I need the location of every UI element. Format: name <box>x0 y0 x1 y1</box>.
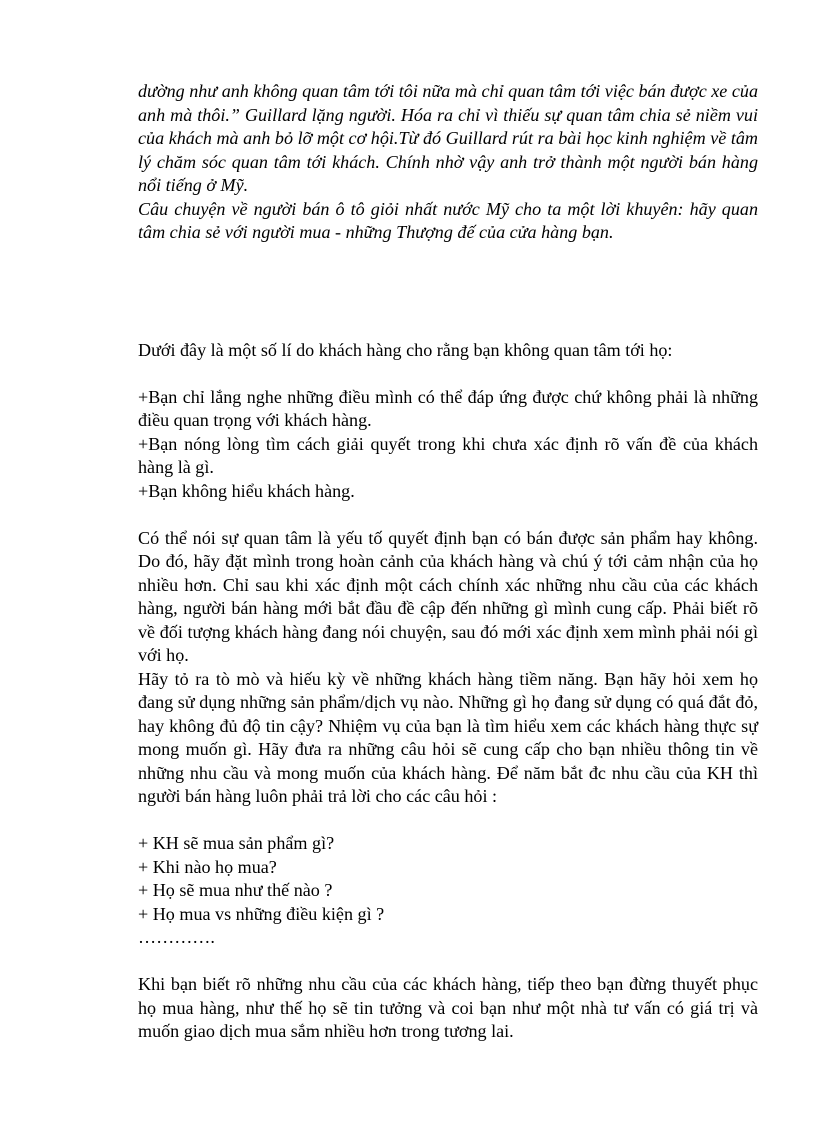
reasons-intro: Dưới đây là một số lí do khách hàng cho rằng bạn không quan tâm tới họ: <box>138 339 673 360</box>
story-moral-paragraph: Câu chuyện về người bán ô tô giỏi nhất nước Mỹ cho ta một lời khuyên: hãy quan tâm chia sẻ với người mua - những Thượng đế của cửa hàng bạn. <box>138 198 758 242</box>
spacer <box>138 503 758 527</box>
section-spacer <box>138 245 758 339</box>
spacer <box>138 809 758 833</box>
reason-item: +Bạn chỉ lắng nghe những điều mình có thể đáp ứng được chứ không phải là những điều quan trọng với khách hàng. <box>138 386 758 430</box>
question-item: + Họ mua vs những điều kiện gì ? <box>138 903 385 924</box>
question-item: + Họ sẽ mua như thế nào ? <box>138 880 333 900</box>
reason-item: +Bạn không hiểu khách hàng. <box>138 480 355 501</box>
document-page <box>138 80 758 1044</box>
conclusion-paragraph: Khi bạn biết rõ những nhu cầu của các khách hàng, tiếp theo bạn đừng thuyết phục họ mua hàng, như thế họ sẽ tin tưởng và coi bạn như một nhà tư vấn có giá trị và muốn giao dịch mua sắm nhiều hơn trong tương lai. <box>138 974 758 1041</box>
question-item: + KH sẽ mua sản phẩm gì? <box>138 833 335 853</box>
body-paragraph: Hãy tỏ ra tò mò và hiếu kỳ về những khách hàng tiềm năng. Bạn hãy hỏi xem họ đang sử dụng những sản phẩm/dịch vụ nào. Những gì họ đang sử dụng có quá đắt đỏ, hay không đủ độ tin cậy? Nhiệm vụ của bạn là tìm hiểu xem các khách hàng thực sự mong muốn gì. Hãy đưa ra những câu hỏi sẽ cung cấp cho bạn nhiều thông tin về những nhu cầu và mong muốn của khách hàng. Để năm bắt đc nhu cầu của KH thì người bán hàng luôn phải trả lời cho các câu hỏi : <box>138 668 758 806</box>
spacer <box>138 950 758 974</box>
body-paragraph: Có thể nói sự quan tâm là yếu tố quyết định bạn có bán được sản phẩm hay không. Do đó, hãy đặt mình trong hoàn cảnh của khách hàng và chú ý tới cảm nhận của họ nhiều hơn. Chỉ sau khi xác định một cách chính xác những nhu cầu của các khách hàng, người bán hàng mới bắt đầu đề cập đến những gì mình cung cấp. Phải biết rõ về đối tượng khách hàng đang nói chuyện, sau đó mới xác định xem mình phải nói gì với họ. <box>138 527 758 665</box>
reason-item: +Bạn nóng lòng tìm cách giải quyết trong khi chưa xác định rõ vấn đề của khách hàng là gì. <box>138 433 758 477</box>
ellipsis: …………. <box>138 927 215 947</box>
question-item: + Khi nào họ mua? <box>138 856 277 877</box>
story-paragraph: dường như anh không quan tâm tới tôi nữa mà chỉ quan tâm tới việc bán được xe của anh mà thôi.” Guillard lặng người. Hóa ra chỉ vì thiếu sự quan tâm chia sẻ niềm vui của khách mà anh bỏ lỡ một cơ hội.Từ đó Guillard rút ra bài học kinh nghiệm về tâm lý chăm sóc quan tâm tới khách. Chính nhờ vậy anh trở thành một người bán hàng nổi tiếng ở Mỹ. <box>138 81 758 195</box>
spacer <box>138 362 758 386</box>
